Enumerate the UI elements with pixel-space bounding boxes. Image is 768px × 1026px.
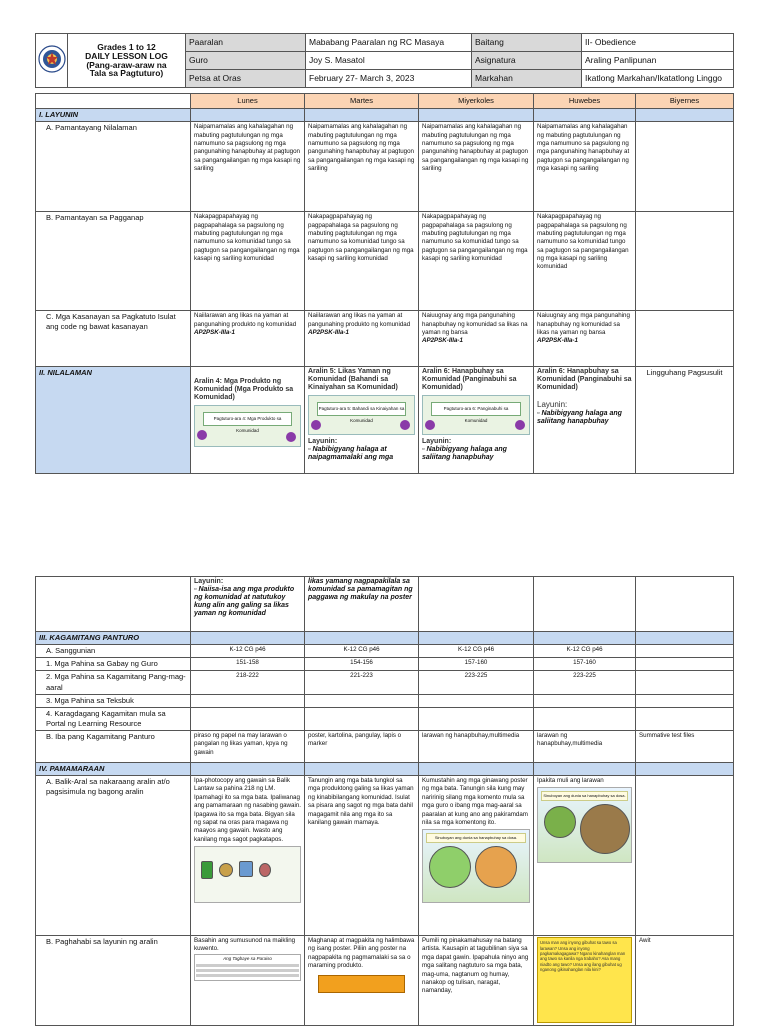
table-row bbox=[36, 577, 734, 632]
cell bbox=[305, 577, 419, 632]
cell: 154-156 bbox=[305, 658, 419, 671]
cell bbox=[305, 936, 419, 1026]
slide-title: Pagtuturo-ara 5: Bahandi sa Kinaiyahan sa Komunidad bbox=[317, 402, 406, 416]
school-label: Paaralan bbox=[186, 34, 306, 52]
header-table bbox=[35, 33, 734, 88]
aralin-title: Aralin 6: Hanapbuhay sa Komunidad (Panginabuhi sa Komunidad) bbox=[537, 368, 632, 392]
school-value: Mababang Paaralan ng RC Masaya bbox=[306, 34, 472, 52]
slide-title: Pagtuturo-ara 6: Panginabuhi sa Komunidad bbox=[431, 402, 521, 416]
flower-icon bbox=[515, 420, 525, 430]
table-row bbox=[36, 212, 734, 311]
cell: 221-223 bbox=[305, 671, 419, 694]
cell bbox=[636, 645, 734, 658]
cell bbox=[191, 694, 305, 707]
lesson-slide-image bbox=[194, 405, 301, 447]
row-label: B. Pamantayan sa Pagganap bbox=[36, 212, 191, 311]
lesson-slide-image bbox=[422, 395, 530, 435]
poster-image bbox=[318, 975, 405, 993]
cell bbox=[191, 707, 305, 730]
cell: Naipamamalas ang kahalagahan ng mabuting pagtutulungan ng mga namumuno sa pagsulong ng mga pangunahing hanapbuhay at pagtugon sa pangangailangan ng mga kasapi ng sariling bbox=[419, 122, 534, 212]
title-line-4: Tala sa Pagtuturo) bbox=[89, 68, 164, 79]
objective-text: Nabibigyang halaga at naipagmamalaki ang mga bbox=[308, 446, 394, 462]
procedure-text: Kumustahin ang mga ginawang poster ng mga bata. Tanungin sila kung may naririnig silang mga komento mula sa mga guro o ibang mga mag-aaral sa paaralan at kung ano ang pakiramdam nila sa mga komentong ito. bbox=[422, 777, 528, 826]
row-label: A. Sanggunian bbox=[36, 645, 191, 658]
cell: 151-158 bbox=[191, 658, 305, 671]
flower-icon bbox=[425, 420, 435, 430]
cell bbox=[636, 212, 734, 311]
layunin-label: Layunin: bbox=[308, 438, 338, 446]
subject-value: Araling Panlipunan bbox=[582, 52, 734, 70]
day-header-blank bbox=[36, 94, 191, 109]
cell: Awit bbox=[636, 936, 734, 1026]
subject-label: Asignatura bbox=[472, 52, 582, 70]
row-label: C. Mga Kasanayan sa Pagkatuto Isulat ang code ng bawat kasanayan bbox=[36, 311, 191, 367]
cell: 157-160 bbox=[534, 658, 636, 671]
livelihood-image bbox=[537, 787, 632, 863]
cell: piraso ng papel na may larawan o pangalan ng likas yaman, kpya ng gawain bbox=[191, 731, 305, 763]
cell: poster, kartolina, pangulay, lapis o marker bbox=[305, 731, 419, 763]
cell bbox=[305, 707, 419, 730]
cell: 157-160 bbox=[419, 658, 534, 671]
table-row bbox=[36, 707, 734, 730]
cell: K-12 CG p46 bbox=[534, 645, 636, 658]
cell: Naipamamalas ang kahalagahan ng mabuting pagtutulungan ng mga namumuno sa pagsulong ng mga pangunahing hanapbuhay at pagtugon sa pangangailangan ng mga kasapi ng sariling bbox=[191, 122, 305, 212]
cell bbox=[305, 694, 419, 707]
cell bbox=[636, 671, 734, 694]
row-label: B. Iba pang Kagamitang Panturo bbox=[36, 731, 191, 763]
procedure-text: Ipa-photocopy ang gawain sa Balik Lantaw sa pahina 218 ng LM. Ipamahagi ito sa mga bata. Ipaliwanag ang pamamaraan ng nasabing gawain. Ipagawa ito sa mga bata. Bigyan sila ng sapat na oras para magawa ng maayos ang gawain. Iwasto ang kanilang mga sagot pagkatapos. bbox=[194, 777, 301, 843]
cell bbox=[419, 694, 534, 707]
summative-label: Lingguhang Pagsusulit bbox=[646, 368, 723, 378]
cell bbox=[419, 367, 534, 474]
skill-code: AP2PSK-IIIa-1 bbox=[537, 337, 578, 345]
worksheet-image bbox=[194, 846, 301, 903]
aralin-title: Aralin 4: Mga Produkto ng Komunidad (Mga Produkto sa Komunidad) bbox=[194, 378, 294, 402]
layunin-label: Layunin: bbox=[422, 438, 452, 446]
objective-text: Nabibigyang halaga ang saliitang hanapbuhay bbox=[422, 446, 507, 462]
cell bbox=[636, 367, 734, 474]
row-label: A. Pamantayang Nilalaman bbox=[36, 122, 191, 212]
skill-text: Naiilarawan ang likas na yaman at pangunahing produkto ng komunidad bbox=[194, 312, 297, 328]
cell bbox=[534, 776, 636, 936]
cell: larawan ng hanapbuhay,multimedia bbox=[534, 731, 636, 763]
cell: Nakapagpapahayag ng pagpapahalaga sa pagsulong ng mabuting pagtutulungan ng mga namumuno sa komunidad tungo sa pagtugon sa pangangailangan ng mga kasapi ng sariling komunidad bbox=[534, 212, 636, 311]
table-row bbox=[36, 311, 734, 367]
layunin-label: Layunin: bbox=[537, 400, 568, 410]
cell: K-12 CG p46 bbox=[419, 645, 534, 658]
section-title: I. LAYUNIN bbox=[36, 109, 191, 122]
row-label: B. Paghahabi sa layunin ng aralin bbox=[36, 936, 191, 1026]
cell bbox=[534, 311, 636, 367]
teacher-value: Joy S. Masatol bbox=[306, 52, 472, 70]
cell bbox=[636, 658, 734, 671]
deped-seal-icon bbox=[38, 45, 66, 73]
objective: ▫ Nabibigyang halaga ang saliitang hanapbuhay bbox=[537, 409, 622, 425]
date-label: Petsa at Oras bbox=[186, 70, 306, 88]
cell: Tanungin ang mga bata tungkol sa mga produktong galing sa likas yaman ng kinabibilangang komunidad. Isulat sa pisara ang sagot ng mga bata dahil magagamit nila ang mga ito sa kanilang gawain mamaya. bbox=[305, 776, 419, 936]
day-miyerkoles: Miyerkoles bbox=[419, 94, 534, 109]
section-title: III. KAGAMITANG PANTURO bbox=[36, 632, 191, 645]
cell bbox=[636, 776, 734, 936]
procedure-text: Ipakita muli ang larawan bbox=[537, 777, 604, 785]
cell bbox=[305, 367, 419, 474]
row-label: 2. Mga Pahina sa Kagamitang Pang-mag-aaral bbox=[36, 671, 191, 694]
objective: ▫ Nabibigyang halaga ang saliitang hanapbuhay bbox=[422, 446, 507, 462]
cell bbox=[191, 367, 305, 474]
table-row bbox=[36, 776, 734, 936]
objective-text: Nabibigyang halaga ang saliitang hanapbuhay bbox=[537, 409, 622, 425]
cell bbox=[534, 577, 636, 632]
grade-label: Baitang bbox=[472, 34, 582, 52]
skill-text: Naiuugnay ang mga pangunahing hanapbuhay ng komunidad sa likas na yaman ng bansa bbox=[537, 312, 630, 336]
story-card bbox=[194, 954, 301, 981]
title-line-3: (Pang-araw-araw na bbox=[86, 59, 167, 70]
lesson-log-table-page2 bbox=[35, 576, 734, 1026]
cell bbox=[534, 367, 636, 474]
section-title: IV. PAMAMARAAN bbox=[36, 763, 191, 776]
cell: K-12 CG p46 bbox=[191, 645, 305, 658]
table-row bbox=[36, 731, 734, 763]
quarter-label: Markahan bbox=[472, 70, 582, 88]
aralin-title: Aralin 5: Likas Yaman ng Komunidad (Bahandi sa Kinaiyahan sa Komunidad) bbox=[308, 368, 398, 392]
table-row bbox=[36, 658, 734, 671]
cell bbox=[36, 577, 191, 632]
aralin-title: Aralin 6: Hanapbuhay sa Komunidad (Panginabuhi sa Komunidad) bbox=[422, 368, 517, 392]
table-row bbox=[36, 694, 734, 707]
cell bbox=[534, 707, 636, 730]
skill-code: AP2PSK-IIIa-1 bbox=[308, 328, 349, 336]
cell bbox=[636, 694, 734, 707]
row-label: A. Balik-Aral sa nakaraang aralin at/o pagsisimula ng bagong aralin bbox=[36, 776, 191, 936]
section-pamamaraan bbox=[36, 763, 734, 776]
day-header-row bbox=[36, 94, 734, 109]
objective-text: Naiisa-isa ang mga produkto ng komunidad at natutukoy kung alin ang galing sa likas yaman ng komunidad bbox=[194, 586, 295, 618]
cell: Nakapagpapahayag ng pagpapahalaga sa pagsulong ng mabuting pagtutulungan ng mga namumuno sa komunidad tungo sa pagtugon sa pangangailangan ng mga kasapi ng sariling komunidad bbox=[191, 212, 305, 311]
table-row bbox=[36, 671, 734, 694]
row-label: 4. Karagdagang Kagamitan mula sa Portal ng Learning Resource bbox=[36, 707, 191, 730]
cell: 223-225 bbox=[419, 671, 534, 694]
cell: Naipamamalas ang kahalagahan ng mabuting pagtutulungan ng mga namumuno sa pagsulong ng mga pangunahing hanapbuhay at pagtugon sa pangangailangan ng mga kasapi ng sariling bbox=[534, 122, 636, 212]
cell: 218-222 bbox=[191, 671, 305, 694]
cell bbox=[191, 936, 305, 1026]
slide-title: Pagtuturo-ara 4: Mga Produkto sa Komunidad bbox=[203, 412, 292, 426]
lesson-log-table-page1 bbox=[35, 93, 734, 474]
cell bbox=[636, 122, 734, 212]
lesson-slide-image bbox=[308, 395, 415, 435]
cell bbox=[534, 694, 636, 707]
title-line-2: DAILY LESSON LOG bbox=[85, 50, 168, 61]
cell: Pumili ng pinakamahusay na batang artista. Kausapin at tagubilinan siya sa mga dapat gawin. Ipapahula ninyo ang mga salitang nagtuturo sa mga bata, mag-uma, nagtanum og humay, nanakop og tulisan, naragat, namanday, bbox=[419, 936, 534, 1026]
skill-code: AP2PSK-IIIa-1 bbox=[194, 328, 235, 336]
section-layunin bbox=[36, 109, 734, 122]
grade-value: II- Obedience bbox=[582, 34, 734, 52]
day-huwebes: Huwebes bbox=[534, 94, 636, 109]
table-row bbox=[36, 936, 734, 1026]
title-line-1: Grades 1 to 12 bbox=[97, 41, 156, 52]
cell: K-12 CG p46 bbox=[305, 645, 419, 658]
cell: Nakapagpapahayag ng pagpapahalaga sa pagsulong ng mabuting pagtutulungan ng mga namumuno sa komunidad tungo sa pagtugon sa pangangailangan ng mga kasapi ng sariling komunidad bbox=[419, 212, 534, 311]
livelihood-image bbox=[422, 829, 530, 903]
cell bbox=[191, 776, 305, 936]
objective-text: likas yamang nagpapakilala sa komunidad sa pamamagitan ng paggawa ng makulay na poster bbox=[308, 578, 413, 602]
objective: ▫ Nabibigyang halaga at naipagmamalaki ang mga bbox=[308, 446, 394, 462]
deped-seal bbox=[36, 34, 68, 88]
cell: Naipamamalas ang kahalagahan ng mabuting pagtutulungan ng mga namumuno sa pagsulong ng mga pangunahing hanapbuhay at pagtugon sa pangangailangan ng mga kasapi ng sariling bbox=[305, 122, 419, 212]
row-label: 3. Mga Pahina sa Teksbuk bbox=[36, 694, 191, 707]
cell bbox=[191, 577, 305, 632]
cell bbox=[419, 311, 534, 367]
date-value: February 27- March 3, 2023 bbox=[306, 70, 472, 88]
flower-icon bbox=[197, 430, 207, 440]
cell: 223-225 bbox=[534, 671, 636, 694]
image-caption: Sinuboyan ang dunia sa hanapbuhay sa dosa. bbox=[426, 833, 526, 843]
day-biyernes: Biyernes bbox=[636, 94, 734, 109]
flower-icon bbox=[311, 420, 321, 430]
skill-text: Naiilarawan ang likas na yaman at pangunahing produkto ng komunidad bbox=[308, 312, 411, 328]
cell bbox=[305, 311, 419, 367]
layunin-label: Layunin: bbox=[194, 578, 224, 585]
section-kagamitan bbox=[36, 632, 734, 645]
image-caption: Sinuboyan ang dunia sa hanapbuhay sa dosa. bbox=[541, 791, 628, 801]
cell: larawan ng hanapbuhay,multimedia bbox=[419, 731, 534, 763]
cell bbox=[636, 577, 734, 632]
cell bbox=[534, 936, 636, 1026]
day-martes: Martes bbox=[305, 94, 419, 109]
table-row bbox=[36, 122, 734, 212]
table-row bbox=[36, 645, 734, 658]
skill-code: AP2PSK-IIIa-1 bbox=[422, 337, 463, 345]
cell bbox=[636, 311, 734, 367]
story-title: Ang Tagbaye sa Paraiso bbox=[223, 955, 272, 961]
skill-text: Naiuugnay ang mga pangunahing hanapbuhay ng komunidad sa likas na yaman ng bansa bbox=[422, 312, 528, 336]
dll-title bbox=[68, 34, 186, 88]
section-nilalaman bbox=[36, 367, 734, 474]
section-title: II. NILALAMAN bbox=[36, 367, 191, 474]
flower-icon bbox=[400, 420, 410, 430]
quarter-value: Ikatlong Markahan/Ikatatlong Linggo bbox=[582, 70, 734, 88]
teacher-label: Guro bbox=[186, 52, 306, 70]
cell bbox=[191, 311, 305, 367]
question-card: Unsa man ang inyong gibuhat sa tawo sa larawan? Unsa ang inyong pagkamakagagawa? Ngano kinahanglan man ang tawo sa kanila nga trabaho? Asa mang niadto ang tawo? Unsa ang ilang gibuhat ug nganong gikinahanglan nila kini? bbox=[537, 937, 632, 1023]
cell bbox=[419, 577, 534, 632]
cell bbox=[419, 776, 534, 936]
day-lunes: Lunes bbox=[191, 94, 305, 109]
procedure-text: Maghanap at magpakita ng halimbawa ng isang poster. Piliin ang poster na nagpapakita ng pagmamalaki sa sa o maraming produkto. bbox=[308, 937, 415, 970]
cell bbox=[419, 707, 534, 730]
objective: ▫ Naiisa-isa ang mga produkto ng komunidad at natutukoy kung alin ang galing sa likas yaman ng komunidad bbox=[194, 586, 295, 618]
procedure-text: Basahin ang sumusunod na maikling kuwento. bbox=[194, 937, 296, 953]
row-label: 1. Mga Pahina sa Gabay ng Guro bbox=[36, 658, 191, 671]
flower-icon bbox=[286, 432, 296, 442]
cell bbox=[636, 707, 734, 730]
cell: Summative test files bbox=[636, 731, 734, 763]
cell: Nakapagpapahayag ng pagpapahalaga sa pagsulong ng mabuting pagtutulungan ng mga namumuno sa komunidad tungo sa pagtugon sa pangangailangan ng mga kasapi ng sariling komunidad bbox=[305, 212, 419, 311]
